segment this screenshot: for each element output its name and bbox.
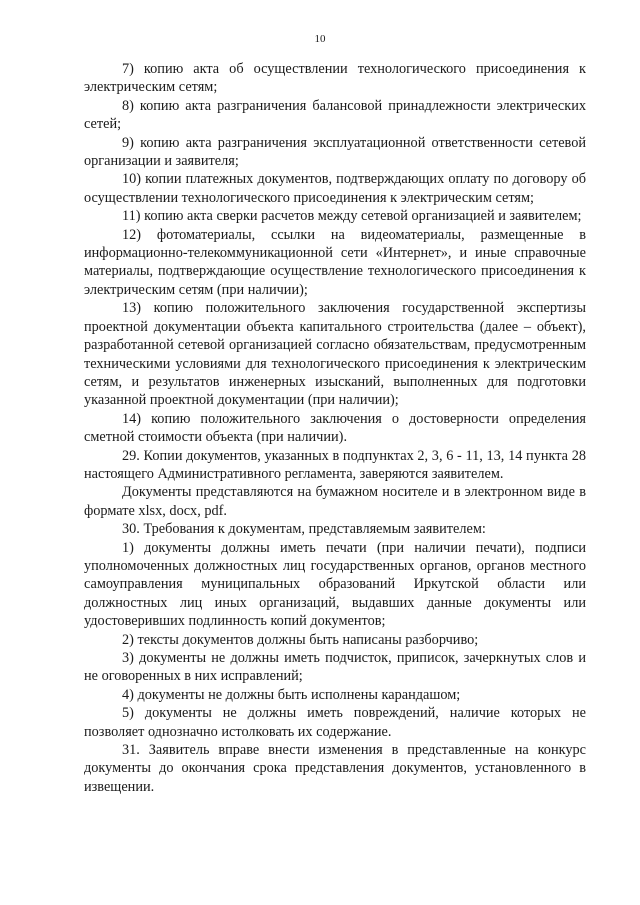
paragraph-clause-29: 29. Копии документов, указанных в подпунктах 2, 3, 6 - 11, 13, 14 пункта 28 настоящего Административного регламента, заверяются заявителем. [84,447,586,482]
paragraph-item-11: 11) копию акта сверки расчетов между сетевой организацией и заявителем; [122,208,582,225]
paragraph-format-note: Документы представляются на бумажном носителе и в электронном виде в формате xlsx, docx, pdf. [84,484,586,519]
paragraph-item-7: 7) копию акта об осуществлении технологического присоединения к электрическим сетям; [84,61,586,96]
paragraph-item-10: 10) копии платежных документов, подтверждающих оплату по договору об осуществлении технологического присоединения к электрическим сетям; [84,171,586,206]
paragraph-item-13: 13) копию положительного заключения государственной экспертизы проектной документации объекта капитального строительства (далее – объект), разработанной сетевой организацией согласно обязательствам, предусмотренным техническими условиями для технологического присоединения к электрическим сетям, и результатов инженерных изысканий, выполненных для подготовки указанной проектной документации (при наличии); [84,300,586,409]
paragraph-item-12: 12) фотоматериалы, ссылки на видеоматериалы, размещенные в информационно-телекоммуникационной сети «Интернет», и иные справочные материалы, подтверждающие осуществление технологического присоединения к электрическим сетям (при наличии); [84,226,586,298]
paragraph-item-9: 9) копию акта разграничения эксплуатационной ответственности сетевой организации и заявителя; [84,134,586,170]
paragraph-requirement-3: 3) документы не должны иметь подчисток, приписок, зачеркнутых слов и не оговоренных в них исправлений; [84,650,586,685]
paragraph-requirement-4: 4) документы не должны быть исполнены карандашом; [122,686,461,703]
paragraph-item-8: 8) копию акта разграничения балансовой принадлежности электрических сетей; [84,97,586,133]
paragraph-clause-30: 30. Требования к документам, представляемым заявителем: [122,521,486,538]
paragraph-requirement-2: 2) тексты документов должны быть написаны разборчиво; [122,631,479,648]
paragraph-item-14: 14) копию положительного заключения о достоверности определения сметной стоимости объекта (при наличии). [84,410,586,446]
paragraph-requirement-1: 1) документы должны иметь печати (при наличии печати), подписи уполномоченных должностных лиц государственных органов, органов местного самоуправления муниципальных образований Иркутской области или должностных лиц иных организаций, выдавших данные документы или удостоверивших подлинность копий документов; [84,539,586,630]
paragraph-requirement-5: 5) документы не должны иметь повреждений, наличие которых не позволяет однозначно истолковать их содержание. [84,705,586,740]
page-number: 10 [314,33,326,45]
paragraph-clause-31: 31. Заявитель вправе внести изменения в представленные на конкурс документы до окончания срока представления документов, установленного в извещении. [84,742,586,795]
document-body [84,60,586,796]
